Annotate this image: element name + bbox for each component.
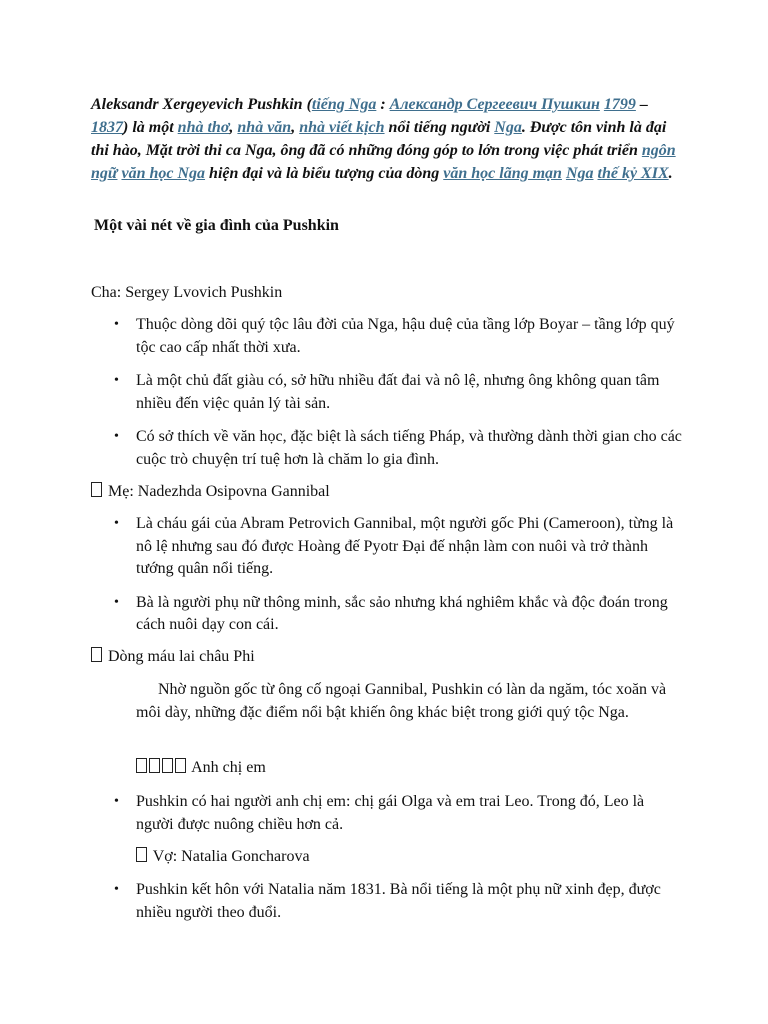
intro-text: , [291, 119, 300, 136]
list-item [91, 879, 683, 924]
list-item [91, 426, 683, 471]
link-19th-century[interactable]: thế kỷ XIX [597, 165, 669, 182]
siblings-label: Anh chị em [191, 759, 266, 776]
missing-glyph-icon [175, 758, 186, 773]
link-playwright[interactable]: nhà viết kịch [299, 119, 385, 136]
list-item-text: Có sở thích về văn học, đặc biệt là sách tiếng Pháp, và thường dành thời gian cho các cuộc trò chuyện trí tuệ hơn là chăm lo gia đình. [136, 428, 682, 468]
bullet-icon: • [114, 594, 119, 610]
missing-glyph-icon [162, 758, 173, 773]
bullet-icon: • [114, 794, 119, 809]
link-russia[interactable]: Nga [494, 119, 522, 136]
intro-text: ( [302, 96, 312, 113]
bullet-icon: • [114, 429, 119, 444]
intro-text: . [668, 165, 673, 182]
link-russian-name[interactable]: Александр Сергеевич Пушкин [389, 96, 600, 113]
link-writer[interactable]: nhà văn [237, 119, 292, 136]
list-item-text: Pushkin kết hôn với Natalia năm 1831. Bà nổi tiếng là một phụ nữ xinh đẹp, được nhiều người theo đuổi. [136, 881, 661, 921]
list-item [91, 791, 683, 836]
mother-label: Mẹ: Nadezhda Osipovna Gannibal [108, 483, 330, 500]
missing-glyph-icon [91, 647, 102, 662]
intro-text: nổi tiếng người [384, 119, 495, 136]
link-death-year[interactable]: 1837 [91, 119, 123, 136]
link-russia-2[interactable]: Nga [565, 165, 594, 182]
list-item-text: Bà là người phụ nữ thông minh, sắc sảo nhưng khá nghiêm khắc và độc đoán trong cách nuôi dạy con cái. [136, 593, 668, 633]
mother-label-line [91, 481, 330, 503]
blood-paragraph: Nhờ nguồn gốc từ ông cố ngoại Gannibal, Pushkin có làn da ngăm, tóc xoăn và môi dày, những đặc điểm nổi bật khiến ông khác biệt trong giới quý tộc Nga. [136, 681, 667, 721]
intro-text: : [376, 96, 390, 113]
list-item-text: Là một chủ đất giàu có, sở hữu nhiều đất đai và nô lệ, nhưng ông không quan tâm nhiều đến việc quản lý tài sản. [136, 372, 660, 412]
siblings-label-line [136, 757, 266, 779]
intro-text: ) là một [123, 119, 178, 136]
intro-text: . Được tôn vinh là đại thi hào, Mặt trời thi ca Nga, ông đã có những đóng góp to lớn trong việc phát triển [91, 119, 667, 159]
wife-bullet-list [91, 879, 683, 935]
intro-paragraph [91, 93, 681, 185]
father-label: Cha: Sergey Lvovich Pushkin [91, 284, 283, 301]
siblings-bullet-list [91, 791, 683, 847]
missing-glyph-icon [136, 758, 147, 773]
link-russian-language[interactable]: tiếng Nga [311, 96, 377, 113]
list-item-text: Là cháu gái của Abram Petrovich Gannibal, một người gốc Phi (Cameroon), từng là nô lệ nhưng sau đó được Hoàng đế Pyotr Đại đế nhận làm con nuôi và trở thành tướng quân nổi tiếng. [136, 515, 674, 577]
list-item [91, 370, 683, 415]
wife-label: Vợ: Natalia Goncharova [152, 848, 310, 865]
missing-glyph-icon [136, 847, 147, 862]
family-heading: Một vài nét về gia đình của Pushkin [94, 217, 339, 234]
bullet-icon: • [114, 373, 119, 388]
intro-text: hiện đại và là biểu tượng của dòng [205, 165, 444, 182]
link-language[interactable]: ngôn ngữ [91, 142, 676, 182]
list-item [91, 513, 683, 581]
list-item [91, 592, 683, 637]
wife-label-line [136, 846, 310, 868]
mother-bullet-list [91, 513, 683, 648]
bullet-icon: • [114, 516, 119, 531]
link-birth-year[interactable]: 1799 [603, 96, 636, 113]
list-item [91, 314, 683, 359]
list-item-text: Thuộc dòng dõi quý tộc lâu đời của Nga, hậu duệ của tầng lớp Boyar – tầng lớp quý tộc cao cấp nhất thời xưa. [136, 316, 675, 356]
link-poet[interactable]: nhà thơ [177, 119, 230, 136]
intro-name: Aleksandr Xergeyevich Pushkin [91, 96, 303, 113]
intro-text: – [635, 96, 648, 113]
bullet-icon: • [114, 317, 119, 332]
blood-label: Dòng máu lai châu Phi [108, 648, 255, 665]
intro-text: , [229, 119, 238, 136]
link-romantic-literature[interactable]: văn học lãng mạn [443, 165, 562, 182]
missing-glyph-icon [149, 758, 160, 773]
blood-label-line [91, 646, 255, 668]
missing-glyph-icon [91, 482, 102, 497]
bullet-icon: • [114, 882, 119, 897]
father-bullet-list [91, 314, 683, 482]
list-item-text: Pushkin có hai người anh chị em: chị gái Olga và em trai Leo. Trong đó, Leo là người được nuông chiều hơn cả. [136, 793, 645, 833]
link-russian-literature[interactable]: văn học Nga [121, 165, 206, 182]
